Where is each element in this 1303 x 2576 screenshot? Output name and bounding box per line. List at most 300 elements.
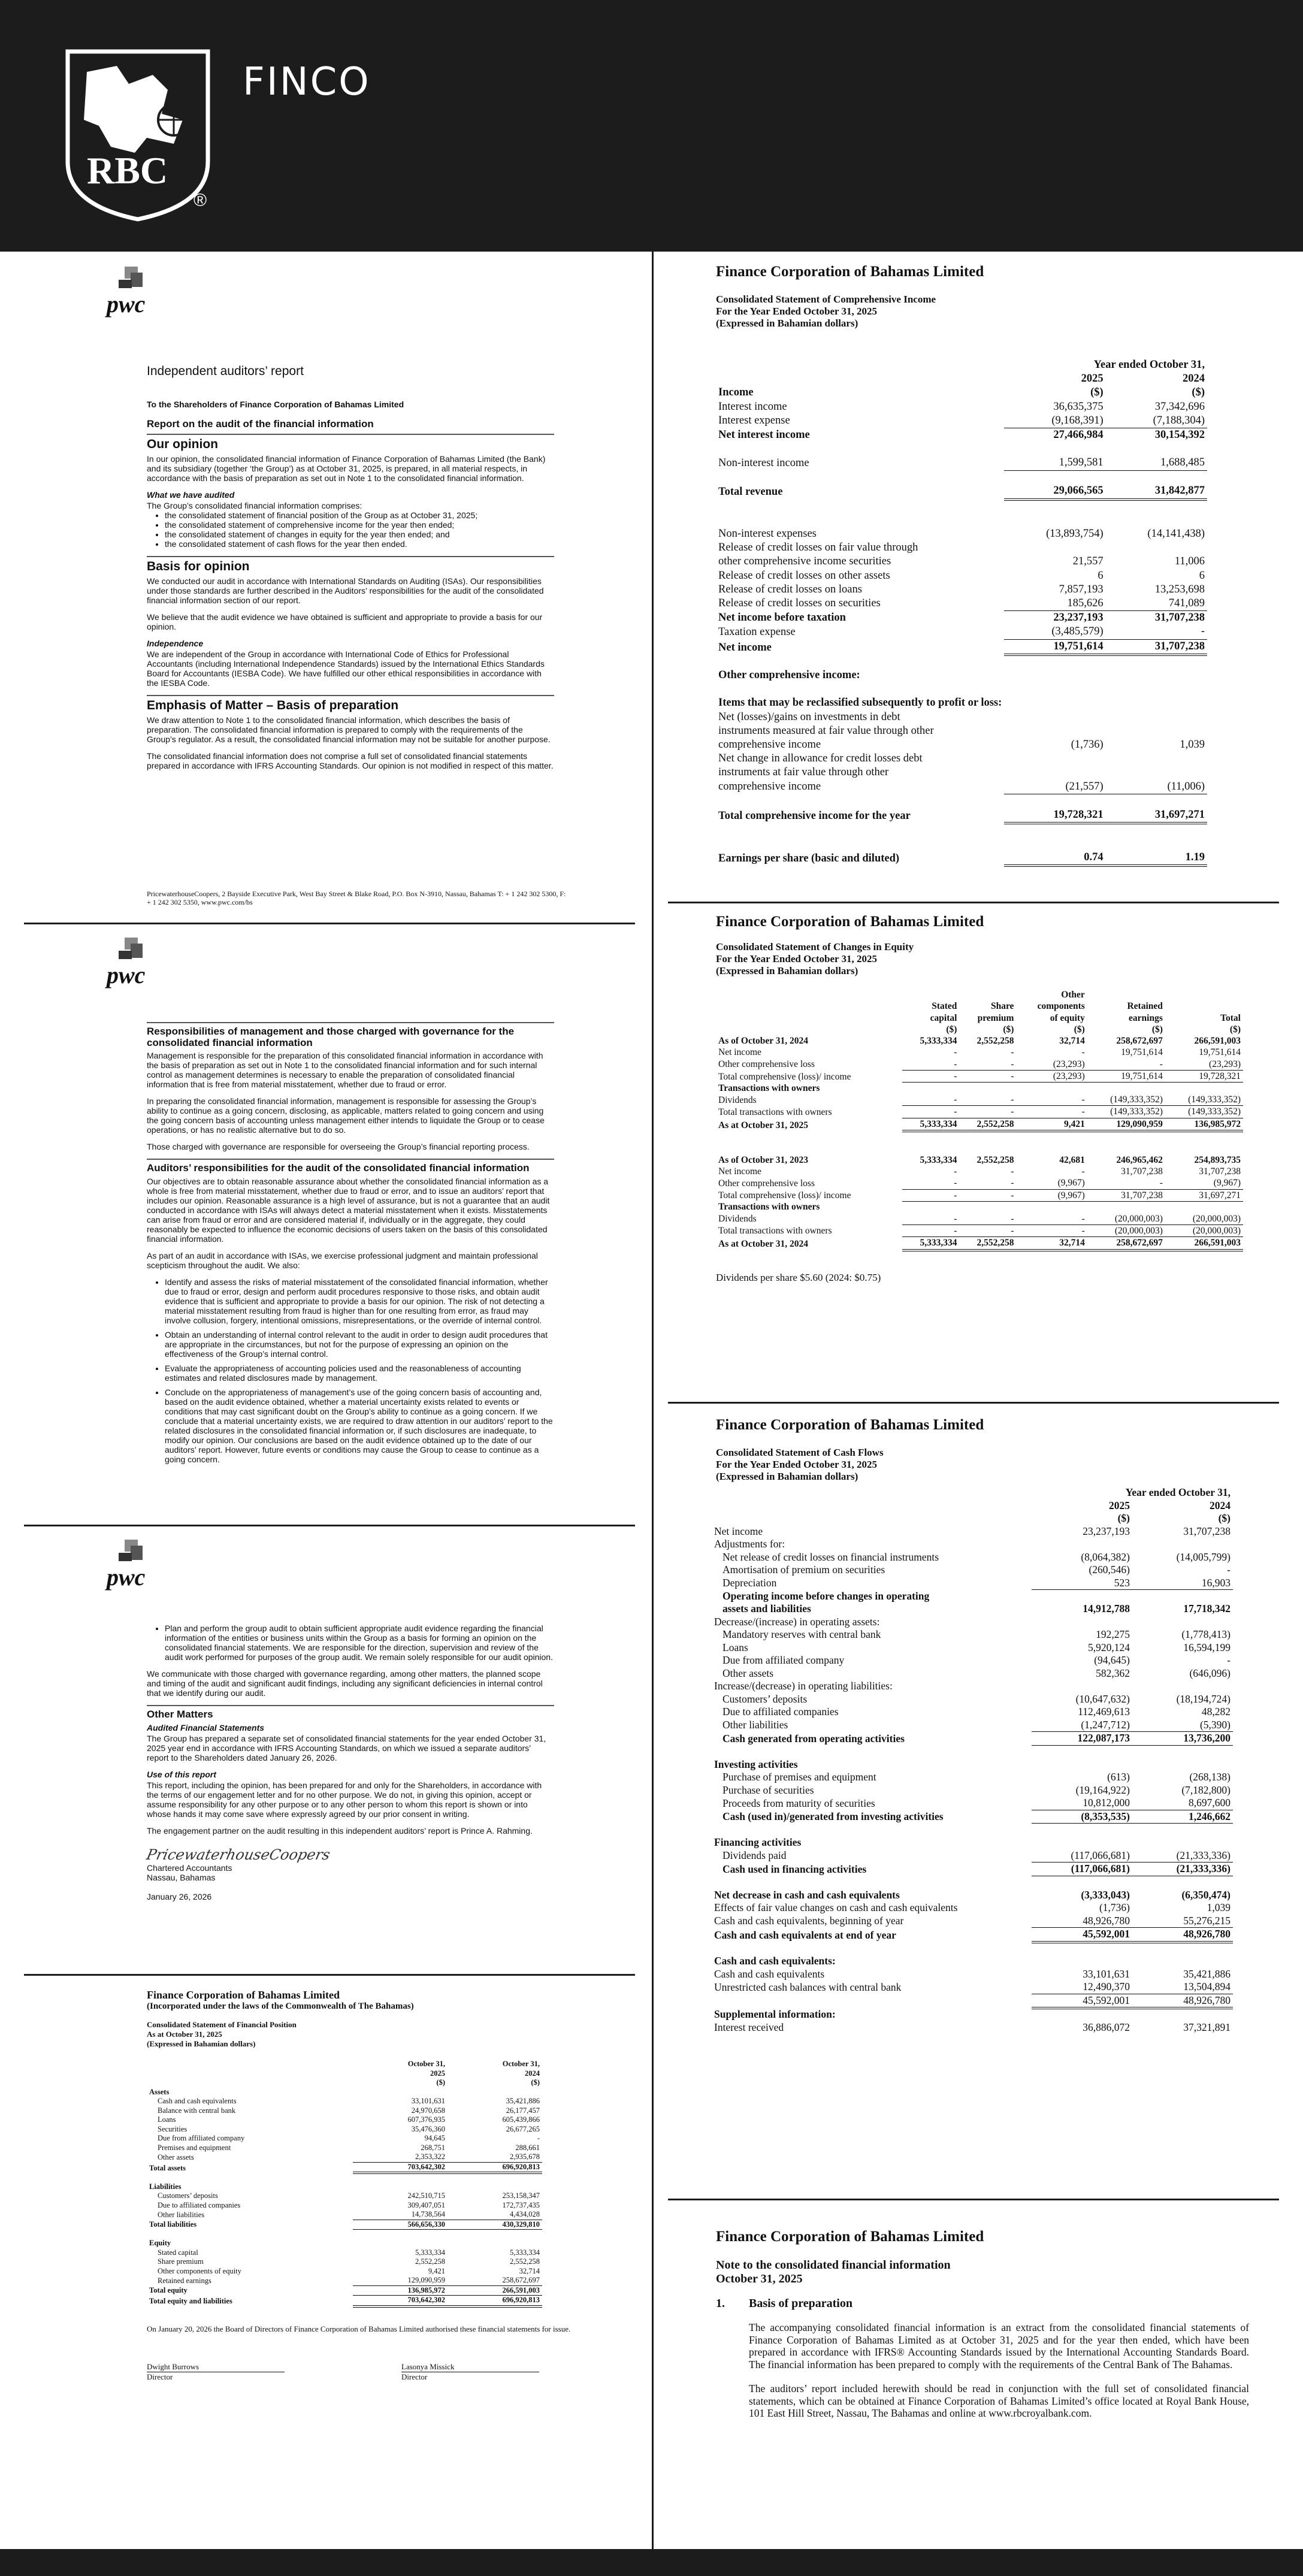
col-header: 2024 bbox=[1183, 373, 1205, 385]
table-row bbox=[716, 710, 1207, 724]
row-value bbox=[1032, 1955, 1132, 1968]
row-label: Increase/(decrease) in operating liabilities: bbox=[714, 1680, 893, 1692]
row-value: (1,736) bbox=[1099, 1901, 1130, 1913]
table-row bbox=[716, 738, 1207, 752]
row-value bbox=[1004, 442, 1105, 456]
table-row bbox=[712, 1628, 1233, 1641]
row-value: - bbox=[1106, 625, 1207, 639]
row-label: Loans bbox=[158, 2115, 176, 2124]
row-value bbox=[1016, 1201, 1087, 1213]
row-value: - bbox=[1016, 1106, 1087, 1118]
row-label: Due to affiliated companies bbox=[158, 2200, 241, 2209]
table-row bbox=[147, 2173, 542, 2182]
pwc-mark-icon bbox=[107, 938, 143, 962]
row-value: 1,688,485 bbox=[1106, 456, 1207, 470]
table-row bbox=[147, 2267, 542, 2276]
row-label: Mandatory reserves with central bank bbox=[722, 1628, 881, 1640]
row-value: - bbox=[959, 1059, 1016, 1071]
row-value: 19,751,614 bbox=[1087, 1071, 1165, 1083]
row-value: 36,886,072 bbox=[1083, 2021, 1130, 2033]
row-label: Non-interest income bbox=[718, 456, 809, 469]
row-value: (21,333,336) bbox=[1132, 1863, 1233, 1876]
row-value: 741,089 bbox=[1106, 597, 1207, 611]
list-item: • Plan and perform the group audit to obtain sufficient appropriate audit evidence regarding the financial information of the entities or business units within the Group as a basis for forming an opinion on the consolidated financial statements. We are responsible for the direction, supervision and review of the audit work performed for purposes of the group audit. We remain solely responsible for our audit opinion. bbox=[165, 1623, 554, 1662]
row-label: Purchase of premises and equipment bbox=[722, 1771, 876, 1783]
row-label bbox=[147, 2230, 353, 2239]
row-label: Stated capital bbox=[158, 2248, 198, 2257]
row-label: Net interest income bbox=[718, 429, 810, 442]
opinion-heading: Our opinion bbox=[147, 437, 218, 451]
table-row bbox=[147, 2134, 542, 2143]
row-value bbox=[1106, 541, 1207, 555]
row-value: 1,246,662 bbox=[1132, 1810, 1233, 1824]
row-value bbox=[1004, 710, 1105, 724]
row-value: 19,751,614 bbox=[1199, 1047, 1241, 1058]
sign-date: January 26, 2026 bbox=[147, 1892, 212, 1901]
row-label: Total comprehensive income for the year bbox=[718, 809, 911, 822]
table-row bbox=[712, 1525, 1233, 1538]
row-value: 33,101,631 bbox=[411, 2097, 445, 2105]
row-label: Net income bbox=[718, 1047, 761, 1058]
row-value: 136,985,972 bbox=[1165, 1118, 1243, 1131]
row-value: (149,333,352) bbox=[1087, 1106, 1165, 1118]
table-row bbox=[716, 1094, 1243, 1106]
row-label: Other comprehensive income: bbox=[718, 669, 860, 681]
col-header: ($) bbox=[1218, 1512, 1231, 1524]
row-value: 31,697,271 bbox=[1106, 808, 1207, 823]
scf-currency: (Expressed in Bahamian dollars) bbox=[716, 1471, 858, 1482]
col-header: 2025 bbox=[1081, 373, 1104, 385]
row-label bbox=[716, 442, 1004, 456]
sci-table bbox=[716, 358, 1207, 867]
table-row bbox=[716, 597, 1207, 611]
table-row bbox=[716, 1106, 1243, 1118]
table-row bbox=[712, 1849, 1233, 1863]
row-label: Proceeds from maturity of securities bbox=[722, 1797, 875, 1809]
row-value bbox=[1087, 1201, 1165, 1213]
table-row bbox=[712, 1797, 1233, 1810]
table-row bbox=[712, 1538, 1233, 1551]
sci-company: Finance Corporation of Bahamas Limited bbox=[716, 264, 984, 280]
row-value: (9,967) bbox=[1016, 1177, 1087, 1189]
row-label: Interest received bbox=[714, 2021, 784, 2033]
row-value: (94,645) bbox=[1094, 1654, 1130, 1666]
row-value: 19,751,614 bbox=[1004, 639, 1105, 655]
aresp-heading: Auditors’ responsibilities for the audit of the consolidated financial information bbox=[147, 1162, 530, 1174]
row-label: Other liabilities bbox=[722, 1719, 788, 1731]
note-number: 1. bbox=[716, 2297, 725, 2310]
resp-text-3: Those charged with governance are responsible for overseeing the Group’s financial reporting process. bbox=[147, 1142, 530, 1151]
row-value bbox=[1165, 1201, 1243, 1213]
row-label: Net income bbox=[718, 641, 772, 654]
table-row bbox=[712, 1928, 1233, 1942]
rbc-shield-icon bbox=[63, 48, 213, 222]
row-value: - bbox=[902, 1177, 959, 1189]
row-value: - bbox=[1081, 1047, 1085, 1058]
audited-list bbox=[165, 510, 554, 549]
table-row bbox=[712, 1732, 1233, 1746]
row-value: - bbox=[959, 1177, 1016, 1189]
row-value: (20,000,003) bbox=[1165, 1213, 1243, 1225]
row-value bbox=[448, 2182, 542, 2192]
row-value: 242,510,715 bbox=[407, 2191, 445, 2200]
row-value: 246,965,462 bbox=[1116, 1154, 1163, 1165]
row-value: 31,707,238 bbox=[1087, 1189, 1165, 1201]
row-label: Release of credit losses on securities bbox=[718, 597, 881, 610]
table-row bbox=[712, 1603, 1233, 1616]
report-addressee: To the Shareholders of Finance Corporation of Bahamas Limited bbox=[147, 400, 404, 409]
row-value: (10,647,632) bbox=[1075, 1692, 1130, 1705]
row-label bbox=[716, 682, 1004, 696]
sfp-currency: (Expressed in Bahamian dollars) bbox=[147, 2039, 256, 2048]
row-label: Interest expense bbox=[718, 415, 790, 427]
row-value: ($) bbox=[1192, 386, 1205, 399]
row-value: 19,728,321 bbox=[1165, 1071, 1243, 1083]
row-label: Net decrease in cash and cash equivalents bbox=[714, 1888, 900, 1901]
row-label bbox=[712, 1942, 1032, 1955]
table-row bbox=[712, 1577, 1233, 1590]
row-label: Total equity bbox=[149, 2286, 188, 2294]
row-value: 48,926,780 bbox=[1032, 1915, 1132, 1928]
row-value: (1,247,712) bbox=[1032, 1719, 1132, 1732]
table-row bbox=[716, 851, 1207, 866]
table-row bbox=[712, 2008, 1233, 2021]
scf-table bbox=[712, 1486, 1233, 2034]
row-value: - bbox=[902, 1094, 959, 1106]
sci-section bbox=[716, 264, 1267, 867]
row-value bbox=[902, 1131, 959, 1142]
table-row bbox=[716, 808, 1207, 823]
header-row bbox=[716, 1000, 1243, 1012]
pwc-logo-text: pwc bbox=[107, 291, 146, 318]
row-value bbox=[1132, 1590, 1233, 1603]
row-value bbox=[1132, 1955, 1233, 1968]
row-value bbox=[1004, 696, 1105, 710]
col-header: 2025 bbox=[430, 2069, 445, 2078]
row-label: Loans bbox=[722, 1641, 748, 1653]
col-header bbox=[959, 989, 1016, 1000]
col-header: Year ended October 31, bbox=[1125, 1486, 1231, 1498]
row-label: Dividends paid bbox=[722, 1849, 787, 1861]
row-value: 35,421,886 bbox=[506, 2097, 540, 2105]
row-label: Due to affiliated companies bbox=[722, 1706, 839, 1718]
row-label bbox=[147, 2173, 353, 2182]
table-row bbox=[147, 2191, 542, 2201]
header-row bbox=[716, 989, 1243, 1000]
row-value: 31,842,877 bbox=[1106, 484, 1207, 499]
row-value: 31,707,238 bbox=[1199, 1166, 1241, 1177]
table-row bbox=[147, 2230, 542, 2239]
row-value bbox=[1032, 1876, 1132, 1889]
row-label: Cash generated from operating activities bbox=[722, 1732, 905, 1744]
row-value: 696,920,813 bbox=[448, 2162, 542, 2173]
row-value: - bbox=[537, 2134, 540, 2142]
row-value: (3,333,043) bbox=[1081, 1888, 1130, 1901]
row-value bbox=[1032, 1745, 1132, 1758]
table-row bbox=[147, 2097, 542, 2106]
row-value: 32,714 bbox=[1059, 1036, 1085, 1047]
row-value: ($) bbox=[1090, 386, 1104, 399]
row-value: 19,728,321 bbox=[1004, 808, 1105, 823]
page-divider bbox=[24, 923, 635, 924]
col-header bbox=[902, 989, 959, 1000]
auditor-page-2 bbox=[147, 1018, 554, 1471]
row-value: 2,353,322 bbox=[353, 2152, 448, 2162]
row-value bbox=[353, 2230, 448, 2239]
row-value: 29,066,565 bbox=[1004, 484, 1105, 499]
row-value: 2,552,258 bbox=[510, 2257, 540, 2266]
row-label: Earnings per share (basic and diluted) bbox=[718, 852, 900, 865]
row-label: instruments measured at fair value through other bbox=[718, 724, 934, 737]
aresp-list bbox=[165, 1277, 554, 1464]
table-row bbox=[716, 1035, 1243, 1047]
row-label: assets and liabilities bbox=[722, 1603, 811, 1614]
row-value bbox=[1106, 682, 1207, 696]
row-label: Total transactions with owners bbox=[718, 1106, 832, 1117]
table-row bbox=[147, 2257, 542, 2267]
basis-heading: Basis for opinion bbox=[147, 560, 250, 573]
table-row bbox=[712, 1551, 1233, 1564]
row-value: 48,926,780 bbox=[1132, 1994, 1233, 2008]
auditor-page-1 bbox=[147, 364, 554, 778]
table-row bbox=[716, 541, 1207, 555]
row-value: 12,490,370 bbox=[1032, 1981, 1132, 1994]
col-header bbox=[1087, 989, 1165, 1000]
row-label: Purchase of securities bbox=[722, 1783, 814, 1796]
row-value: 258,672,697 bbox=[1087, 1237, 1165, 1250]
sce-table bbox=[716, 989, 1243, 1251]
col-header: ($) bbox=[436, 2078, 445, 2087]
row-label: Decrease/(increase) in operating assets: bbox=[714, 1615, 880, 1628]
row-value bbox=[1132, 1836, 1233, 1849]
row-value bbox=[1165, 1083, 1243, 1094]
row-value: 10,812,000 bbox=[1032, 1797, 1132, 1810]
row-value bbox=[1004, 724, 1105, 738]
row-value: 696,920,813 bbox=[448, 2296, 542, 2306]
row-value: 9,421 bbox=[1016, 1118, 1087, 1131]
row-label: Premises and equipment bbox=[158, 2143, 231, 2152]
row-label bbox=[716, 500, 1004, 513]
row-label: Other comprehensive loss bbox=[718, 1178, 815, 1189]
row-value: 129,090,959 bbox=[1087, 1118, 1165, 1131]
partner-text: The engagement partner on the audit resulting in this independent auditors’ report is Prince A. Rahming. bbox=[147, 1826, 533, 1836]
row-label: Non-interest expenses bbox=[718, 527, 817, 540]
row-value: - bbox=[1087, 1059, 1165, 1071]
row-value: 17,718,342 bbox=[1183, 1603, 1231, 1614]
table-row bbox=[712, 1955, 1233, 1968]
row-label: Cash and cash equivalents bbox=[158, 2097, 237, 2105]
rbc-logo bbox=[63, 48, 213, 222]
row-value bbox=[1032, 1616, 1132, 1629]
row-label: Customers’ deposits bbox=[158, 2191, 218, 2200]
row-label: comprehensive income bbox=[718, 738, 821, 751]
row-value bbox=[1032, 1590, 1132, 1603]
row-value bbox=[353, 2182, 448, 2192]
row-value bbox=[1016, 1083, 1087, 1094]
table-row bbox=[716, 1047, 1243, 1058]
table-row bbox=[712, 1590, 1233, 1603]
table-row bbox=[147, 2296, 542, 2306]
table-row bbox=[716, 1177, 1243, 1189]
row-label: Total comprehensive (loss)/ income bbox=[718, 1190, 851, 1201]
row-value bbox=[1004, 513, 1105, 527]
emphasis-heading: Emphasis of Matter – Basis of preparation bbox=[147, 699, 399, 712]
rbc-logo-text: RBC bbox=[87, 149, 168, 192]
table-row bbox=[716, 400, 1207, 414]
table-row bbox=[147, 2152, 542, 2162]
table-row bbox=[712, 1968, 1233, 1981]
row-value: (20,000,003) bbox=[1087, 1224, 1165, 1236]
table-row bbox=[147, 2285, 542, 2296]
row-value: (23,293) bbox=[1165, 1059, 1243, 1071]
table-row bbox=[712, 1564, 1233, 1577]
row-value bbox=[1106, 669, 1207, 682]
row-value: 185,626 bbox=[1004, 597, 1105, 611]
row-value: - bbox=[954, 1166, 957, 1177]
communication-text: We communicate with those charged with governance regarding, among other matters, the planned scope and timing of the audit and significant audit findings, including any significant deficiencies in internal control that we identify during our audit. bbox=[147, 1669, 543, 1698]
row-value: 2,552,258 bbox=[959, 1118, 1016, 1131]
row-value: 5,333,334 bbox=[510, 2248, 540, 2257]
row-label: Other liabilities bbox=[158, 2210, 205, 2219]
row-value: 35,421,886 bbox=[1183, 1967, 1231, 1980]
table-row bbox=[716, 780, 1207, 794]
row-value: 16,903 bbox=[1132, 1577, 1233, 1590]
row-value bbox=[1004, 470, 1105, 484]
row-value: (646,096) bbox=[1189, 1667, 1231, 1679]
row-value bbox=[1132, 1538, 1233, 1551]
table-row bbox=[147, 2162, 542, 2173]
table-row bbox=[716, 794, 1207, 808]
row-value: 5,333,334 bbox=[920, 1036, 957, 1047]
row-value: - bbox=[954, 1047, 957, 1058]
row-label: Customers’ deposits bbox=[722, 1692, 808, 1705]
row-label: Balance with central bank bbox=[158, 2106, 236, 2115]
row-value: 2,552,258 bbox=[959, 1237, 1016, 1250]
row-value: 9,421 bbox=[428, 2266, 445, 2275]
row-value: (6,350,474) bbox=[1181, 1888, 1231, 1901]
row-value bbox=[448, 2230, 542, 2239]
row-value: 1,039 bbox=[1180, 738, 1205, 751]
note-company: Finance Corporation of Bahamas Limited bbox=[716, 2229, 984, 2245]
row-value bbox=[353, 2239, 448, 2248]
row-value: (117,066,681) bbox=[1032, 1863, 1132, 1876]
row-label: Interest income bbox=[718, 400, 787, 413]
row-value: 2,552,258 bbox=[977, 1036, 1014, 1047]
row-label bbox=[716, 837, 1004, 851]
row-label: Net income bbox=[718, 1166, 761, 1177]
row-value bbox=[1087, 1083, 1165, 1094]
table-row bbox=[716, 386, 1207, 400]
row-value bbox=[1087, 1142, 1165, 1154]
resp-text: Management is responsible for the preparation of this consolidated financial information in accordance with the basis of preparation as set out in Note 1 to the consolidated financial information and for such internal control as management determines is necessary to enable the preparation of consolidated financial information that is free from material misstatement, whether due to fraud or error. bbox=[147, 1051, 543, 1089]
row-label: Other assets bbox=[158, 2152, 194, 2161]
page-divider bbox=[668, 1402, 1279, 1404]
table-row bbox=[716, 484, 1207, 499]
table-row bbox=[716, 1224, 1243, 1236]
row-value: 33,101,631 bbox=[1083, 1967, 1130, 1980]
table-row bbox=[147, 2201, 542, 2211]
row-value: (20,000,003) bbox=[1087, 1213, 1165, 1225]
scf-section bbox=[712, 1417, 1269, 2034]
row-value: 266,591,003 bbox=[448, 2285, 542, 2296]
table-row bbox=[147, 2088, 542, 2097]
col-header bbox=[1165, 1000, 1243, 1012]
row-value bbox=[1165, 1131, 1243, 1142]
row-value: 1,599,581 bbox=[1004, 456, 1105, 470]
col-header: October 31, bbox=[502, 2060, 540, 2068]
row-label: Release of credit losses on loans bbox=[718, 583, 862, 595]
row-value: 13,736,200 bbox=[1132, 1732, 1233, 1746]
row-label: other comprehensive income securities bbox=[718, 555, 891, 568]
table-row bbox=[716, 1201, 1243, 1213]
row-value bbox=[448, 2239, 542, 2248]
row-label: Transactions with owners bbox=[718, 1202, 820, 1213]
row-value: 1.19 bbox=[1106, 851, 1207, 866]
table-row bbox=[712, 1824, 1233, 1837]
row-value: - bbox=[1227, 1654, 1231, 1666]
table-row bbox=[712, 1771, 1233, 1784]
row-label: Assets bbox=[149, 2087, 170, 2096]
sce-company: Finance Corporation of Bahamas Limited bbox=[716, 914, 984, 930]
row-value: 192,275 bbox=[1096, 1628, 1130, 1640]
table-row bbox=[712, 1784, 1233, 1797]
row-value bbox=[1132, 1942, 1233, 1955]
auditor-signature: PricewaterhouseCoopers bbox=[145, 1846, 332, 1863]
row-value bbox=[1132, 1616, 1233, 1629]
row-value: 23,237,193 bbox=[1053, 612, 1104, 624]
list-item: • Identify and assess the risks of material misstatement of the consolidated financial information, whether due to fraud or error, design and perform audit procedures responsive to those risks, and obtain audit evidence that is sufficient and appropriate to provide a basis for our opinion. The risk of not detecting a material misstatement resulting from fraud is higher than for one resulting from error, as fraud may involve collusion, forgery, intentional omissions, misrepresentations, or the override of internal control. bbox=[165, 1277, 554, 1325]
page-divider bbox=[24, 1974, 635, 1976]
table-row bbox=[712, 1981, 1233, 1994]
row-value: (3,485,579) bbox=[1004, 625, 1105, 639]
report-title: Independent auditors’ report bbox=[147, 364, 304, 378]
page-divider bbox=[668, 902, 1279, 903]
table-row bbox=[716, 555, 1207, 569]
row-label: As at October 31, 2024 bbox=[718, 1239, 808, 1250]
emphasis-text-2: The consolidated financial information does not comprise a full set of consolidated financial statements prepared in accordance with IFRS Accounting Standards. Our opinion is not modified in respect of this matter. bbox=[147, 751, 554, 770]
table-row bbox=[712, 1693, 1233, 1706]
row-value: (9,168,391) bbox=[1004, 414, 1105, 428]
col-header: Total bbox=[1220, 1012, 1241, 1023]
row-value: 36,635,375 bbox=[1053, 400, 1104, 413]
row-label: Cash and cash equivalents bbox=[714, 1967, 825, 1980]
sfp-company: Finance Corporation of Bahamas Limited bbox=[147, 1989, 340, 2001]
row-value: 11,006 bbox=[1174, 555, 1205, 568]
row-label bbox=[712, 1745, 1032, 1758]
row-label: Dividends bbox=[718, 1214, 757, 1224]
row-label bbox=[716, 794, 1004, 808]
row-value: (23,293) bbox=[1016, 1071, 1087, 1083]
table-row bbox=[716, 428, 1207, 443]
table-row bbox=[712, 1836, 1233, 1849]
row-value: 253,158,347 bbox=[502, 2191, 540, 2200]
row-value bbox=[1106, 655, 1207, 669]
director-name: Dwight Burrows bbox=[147, 2362, 199, 2371]
row-value: - bbox=[902, 1071, 959, 1083]
row-label: As at October 31, 2025 bbox=[718, 1120, 808, 1130]
table-row bbox=[147, 2115, 542, 2125]
row-value bbox=[1004, 766, 1105, 779]
table-row bbox=[716, 837, 1207, 851]
row-value: 2,935,678 bbox=[448, 2152, 542, 2162]
row-value bbox=[1004, 752, 1105, 766]
table-row bbox=[716, 752, 1207, 766]
col-header: components bbox=[1037, 1001, 1085, 1012]
table-row bbox=[712, 1706, 1233, 1719]
row-value: 258,672,697 bbox=[1116, 1036, 1163, 1047]
row-value: 42,681 bbox=[1059, 1154, 1085, 1165]
row-label: Net release of credit losses on financial instruments bbox=[722, 1550, 939, 1563]
